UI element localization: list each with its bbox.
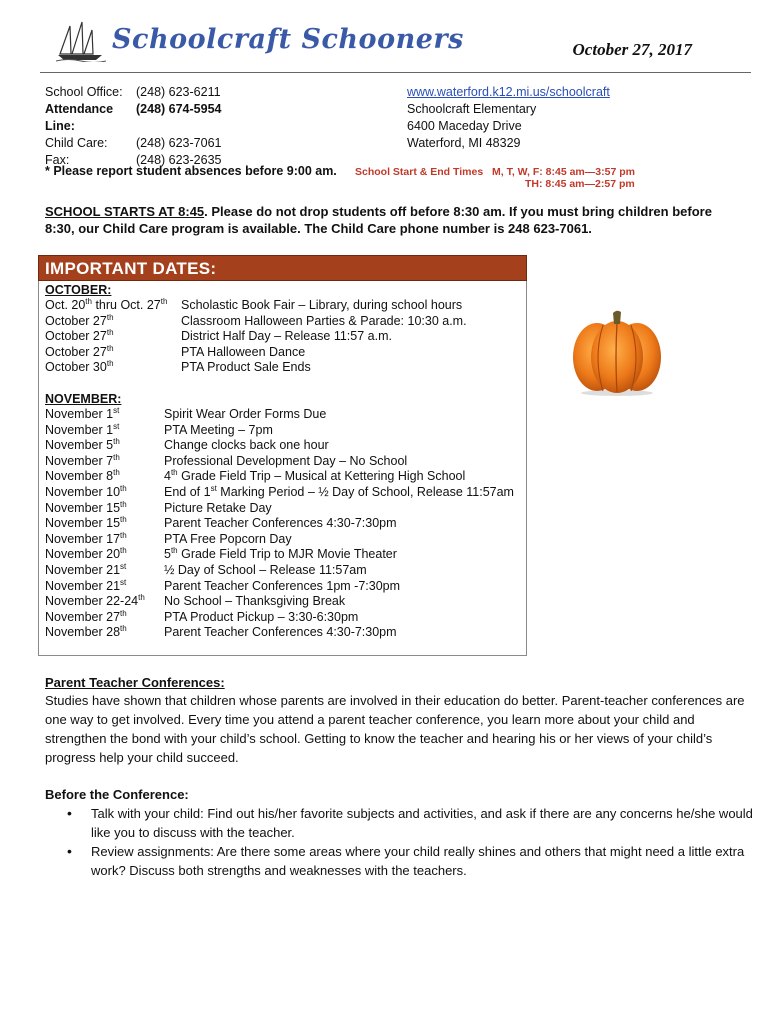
event-date-text: November 1 (45, 422, 114, 437)
times-th: TH: 8:45 am—2:57 pm (525, 178, 635, 190)
event-date-suffix: st (113, 405, 120, 415)
event-row (45, 610, 525, 626)
event-text (164, 485, 514, 501)
event-date-text: November 27 (45, 609, 121, 624)
sailboat-icon (56, 20, 106, 62)
event-date-suffix: th (106, 343, 114, 353)
important-dates-heading: IMPORTANT DATES: (45, 259, 217, 278)
event-date-text: November 22-24 (45, 594, 139, 609)
event-row (45, 438, 525, 454)
event-text (164, 625, 397, 641)
event-row (45, 485, 525, 501)
event-date-suffix: th (120, 608, 127, 618)
event-text-main: Scholastic Book Fair – Library, during school hours (181, 298, 463, 312)
event-date (45, 563, 126, 579)
newsletter-title: Schoolcraft Schooners (112, 24, 464, 55)
event-text-main: Parent Teacher Conferences 1pm -7:30pm (164, 578, 401, 593)
event-date-suffix: st (120, 577, 127, 587)
event-date-text: October 27 (45, 313, 107, 328)
event-text (181, 329, 392, 345)
event-text-main: Parent Teacher Conferences 4:30-7:30pm (164, 516, 397, 531)
event-date-text: November 17 (45, 531, 121, 546)
event-text-main: PTA Meeting – 7pm (164, 422, 273, 437)
event-row (45, 329, 525, 345)
event-text-suffix: th (170, 546, 178, 556)
pumpkin-icon (567, 305, 667, 397)
event-date-suffix: th (106, 328, 114, 338)
event-text-main: District Half Day – Release 11:57 a.m. (181, 329, 392, 344)
event-date-suffix: th (113, 437, 120, 447)
event-date-text: November 21 (45, 578, 121, 593)
october-label: OCTOBER: (45, 283, 112, 297)
event-date (45, 438, 120, 454)
event-date (45, 547, 127, 563)
event-row (45, 469, 525, 485)
school-city: Waterford, MI 48329 (407, 136, 521, 150)
event-date-suffix: th (138, 593, 145, 603)
event-date-end: thru Oct. 27 (91, 298, 161, 312)
list-item: • Talk with your child: Find out his/her favorite subjects and activities, and ask if there are any concerns he/she would like you to discuss with the teacher. (45, 804, 755, 842)
event-date-text: Oct. 20 (45, 298, 86, 312)
event-text-main: No School – Thanksgiving Break (164, 594, 346, 609)
list-item: • Review assignments: Are there some areas where your child really shines and others that might need a little extra work? Discuss both strengths and weaknesses with the teachers. (45, 842, 755, 880)
event-text (164, 438, 329, 454)
event-date-suffix: st (113, 421, 120, 431)
event-text (164, 516, 397, 532)
event-date (45, 625, 127, 641)
event-date-suffix: th (120, 483, 127, 493)
contact-row (45, 135, 221, 152)
event-row (45, 314, 525, 330)
event-text (164, 594, 345, 610)
event-text (181, 345, 305, 361)
event-date-text: October 27 (45, 329, 107, 344)
event-text (181, 360, 311, 376)
event-text-pre: 4 (164, 469, 171, 484)
times-label: School Start & End Times (355, 166, 484, 178)
event-text-suffix: th (170, 468, 178, 478)
event-date (45, 594, 145, 610)
event-date (45, 579, 126, 595)
event-date-text: October 30 (45, 360, 107, 375)
event-date (45, 516, 127, 532)
event-row (45, 501, 525, 517)
event-text-pre: 5 (164, 547, 171, 562)
event-date-text: November 15 (45, 516, 121, 531)
event-date-suffix: th (85, 296, 92, 306)
event-date-suffix: th (120, 624, 127, 634)
times-mtwf: M, T, W, F: 8:45 am—3:57 pm (492, 166, 635, 178)
event-text-suffix: st (210, 483, 217, 493)
event-text-pre: End of 1 (164, 485, 211, 499)
event-date (45, 532, 127, 548)
event-date (45, 314, 114, 330)
event-row (45, 454, 525, 470)
event-text-main: Change clocks back one hour (164, 438, 329, 453)
event-row (45, 298, 525, 314)
school-starts-lead: SCHOOL STARTS AT 8:45 (45, 204, 205, 219)
event-date-suffix: th (120, 546, 127, 556)
event-date (45, 610, 127, 626)
event-row (45, 360, 525, 376)
ptc-title: Parent Teacher Conferences: (45, 675, 225, 690)
event-row (45, 345, 525, 361)
event-date (45, 423, 119, 439)
contact-value: (248) 623-7061 (136, 136, 222, 150)
event-date (45, 501, 127, 517)
event-date-text: November 1 (45, 407, 114, 421)
event-row (45, 547, 525, 563)
newsletter-date: October 27, 2017 (572, 40, 692, 59)
event-text-main: ½ Day of School – Release 11:57am (164, 563, 367, 577)
event-date-text: November 5 (45, 438, 114, 453)
event-text (164, 610, 358, 626)
event-row (45, 423, 525, 439)
event-text-main: PTA Free Popcorn Day (164, 531, 292, 546)
event-text (164, 423, 273, 439)
event-text-main: Professional Development Day – No School (164, 453, 408, 468)
event-date-suffix: st (120, 561, 127, 571)
event-text-main: PTA Halloween Dance (181, 344, 306, 359)
contact-label: Fax: (45, 153, 70, 167)
event-date (45, 329, 114, 345)
event-date-text: November 20 (45, 547, 121, 562)
event-row (45, 625, 525, 641)
header-divider (40, 72, 751, 73)
event-text-main: Spirit Wear Order Forms Due (164, 407, 327, 421)
event-date-text: October 27 (45, 344, 107, 359)
event-row (45, 579, 525, 595)
event-text-main: Marking Period – ½ Day of School, Release 11:57am (216, 485, 514, 499)
november-label: NOVEMBER: (45, 392, 122, 406)
event-text (164, 454, 407, 470)
event-date-suffix: th (113, 468, 120, 478)
before-conference-list (45, 804, 755, 880)
event-date (45, 485, 127, 501)
event-date-suffix: th (106, 312, 114, 322)
event-date (45, 454, 120, 470)
event-row (45, 407, 525, 423)
important-dates-header (38, 255, 527, 281)
absence-notice: * Please report student absences before 9:00 am. (45, 164, 337, 178)
event-date-suffix: th (120, 499, 127, 509)
event-text (164, 501, 272, 517)
contact-value: (248) 623-6211 (136, 85, 221, 99)
event-date (45, 469, 120, 485)
school-street: 6400 Maceday Drive (407, 119, 522, 133)
school-name: Schoolcraft Elementary (407, 102, 537, 116)
contact-row (45, 84, 221, 101)
event-date-text: November 10 (45, 485, 121, 499)
event-text (164, 579, 400, 595)
event-row (45, 516, 525, 532)
event-date (45, 360, 114, 376)
event-date (45, 298, 167, 314)
event-text-main: Parent Teacher Conferences 4:30-7:30pm (164, 625, 397, 640)
contact-label: Attendance Line: (45, 102, 114, 133)
event-text (164, 563, 367, 579)
event-date-suffix: th (106, 359, 114, 369)
school-starts-text: . Please do not drop students off before 8:30 am. If you must bring children before 8:30, our Child Care program is available. The Child Care phone number is 248 623-7061. (45, 204, 712, 236)
contact-label: School Office: (45, 85, 123, 99)
event-date-suffix: th (113, 452, 120, 462)
event-text-main: Classroom Halloween Parties & Parade: 10:30 a.m. (181, 313, 467, 328)
event-date (45, 345, 114, 361)
event-date-suffix: th (120, 530, 127, 540)
event-text-main: Grade Field Trip – Musical at Kettering High School (177, 469, 466, 484)
event-row (45, 563, 525, 579)
event-date-text: November 8 (45, 469, 114, 484)
contact-row (45, 101, 221, 135)
event-row (45, 532, 525, 548)
event-text (181, 314, 467, 330)
before-conference-title: Before the Conference: (45, 787, 189, 802)
contact-value: (248) 674-5954 (136, 102, 222, 116)
event-row (45, 594, 525, 610)
event-text (181, 298, 462, 314)
contact-label: Child Care: (45, 136, 108, 150)
event-date-text: November 15 (45, 500, 121, 515)
contact-value: (248) 623-2635 (136, 153, 222, 167)
event-text (164, 547, 397, 563)
event-text-main: Grade Field Trip to MJR Movie Theater (177, 547, 397, 562)
school-website-link[interactable]: www.waterford.k12.mi.us/schoolcraft (407, 85, 610, 99)
school-starts-notice (45, 203, 745, 237)
event-date-text: November 7 (45, 453, 114, 468)
school-address (407, 84, 610, 152)
event-date-suffix: th (160, 296, 168, 306)
event-date-suffix: th (120, 515, 127, 525)
ptc-body: Studies have shown that children whose parents are involved in their education do better. Parent-teacher conferences are one way to get involved. Every time you attend a parent teacher conference, you learn more about your child and strengthen the bond with your child’s school. Getting to know the teacher and hearing his or her views of your child’s progress help your child succeed. (45, 693, 745, 765)
event-date (45, 407, 119, 423)
event-text (164, 469, 465, 485)
event-text-main: PTA Product Pickup – 3:30-6:30pm (164, 609, 359, 624)
event-date-text: November 21 (45, 563, 121, 577)
event-text-main: PTA Product Sale Ends (181, 360, 311, 375)
event-text-main: Picture Retake Day (164, 500, 272, 515)
contact-list (45, 84, 221, 169)
event-date-text: November 28 (45, 625, 121, 640)
event-text (164, 407, 326, 423)
event-text (164, 532, 292, 548)
